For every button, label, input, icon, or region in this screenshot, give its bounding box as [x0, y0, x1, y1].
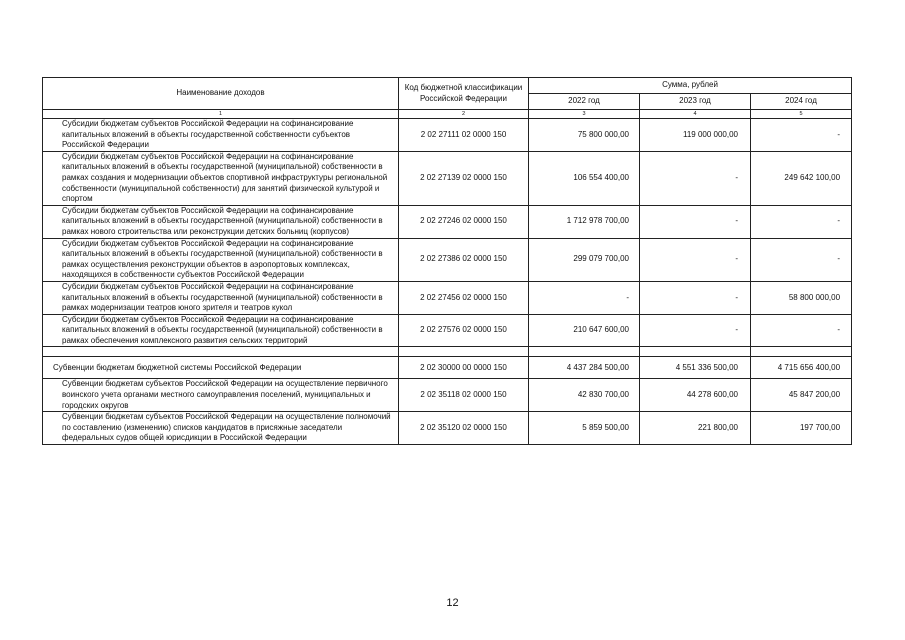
column-index: 5 — [751, 110, 852, 119]
budget-code: 2 02 35118 02 0000 150 — [399, 379, 529, 412]
budget-code: 2 02 27111 02 0000 150 — [399, 119, 529, 152]
amount-2022: 299 079 700,00 — [529, 238, 640, 281]
table-row — [43, 379, 852, 412]
amount-2023: 44 278 600,00 — [640, 379, 751, 412]
amount-2022: 42 830 700,00 — [529, 379, 640, 412]
budget-code: 2 02 27139 02 0000 150 — [399, 151, 529, 205]
table-row — [43, 357, 852, 379]
income-name: Субвенции бюджетам субъектов Российской Федерации на осуществление полномочий по составлению (изменению) списков кандидатов в присяжные заседатели федеральных судов общей юрисдикции в Российской Федерации — [43, 412, 399, 445]
column-index: 4 — [640, 110, 751, 119]
amount-2024: 4 715 656 400,00 — [751, 357, 852, 379]
table-row — [43, 314, 852, 347]
revenue-table — [42, 77, 852, 445]
amount-2023: - — [640, 205, 751, 238]
header-amount: Сумма, рублей — [529, 78, 852, 94]
amount-2024: - — [751, 119, 852, 152]
empty-cell — [529, 347, 640, 357]
empty-cell — [43, 347, 399, 357]
income-name: Субвенции бюджетам бюджетной системы Российской Федерации — [43, 357, 399, 379]
income-name: Субвенции бюджетам субъектов Российской Федерации на осуществление первичного воинского учета органами местного самоуправления поселений, муниципальных и городских округов — [43, 379, 399, 412]
budget-code: 2 02 27246 02 0000 150 — [399, 205, 529, 238]
column-index: 1 — [43, 110, 399, 119]
amount-2023: - — [640, 151, 751, 205]
budget-code: 2 02 30000 00 0000 150 — [399, 357, 529, 379]
column-index: 3 — [529, 110, 640, 119]
header-name: Наименование доходов — [43, 78, 399, 110]
amount-2024: 58 800 000,00 — [751, 281, 852, 314]
column-index: 2 — [399, 110, 529, 119]
table-row — [43, 205, 852, 238]
amount-2023: 4 551 336 500,00 — [640, 357, 751, 379]
amount-2022: - — [529, 281, 640, 314]
amount-2023: 119 000 000,00 — [640, 119, 751, 152]
empty-cell — [640, 347, 751, 357]
header-year-2023: 2023 год — [640, 94, 751, 110]
table-row — [43, 151, 852, 205]
income-name: Субсидии бюджетам субъектов Российской Федерации на софинансирование капитальных вложений в объекты государственной (муниципальной) собственности в рамках обеспечения комплексного развития сельских территорий — [43, 314, 399, 347]
amount-2023: - — [640, 238, 751, 281]
amount-2024: 197 700,00 — [751, 412, 852, 445]
income-name: Субсидии бюджетам субъектов Российской Федерации на софинансирование капитальных вложений в объекты государственной (муниципальной) собственности в рамках нового строительства или реконструкции детских больниц (корпусов) — [43, 205, 399, 238]
budget-code: 2 02 35120 02 0000 150 — [399, 412, 529, 445]
table-row — [43, 412, 852, 445]
amount-2024: - — [751, 238, 852, 281]
spacer-row — [43, 347, 852, 357]
amount-2023: 221 800,00 — [640, 412, 751, 445]
amount-2022: 5 859 500,00 — [529, 412, 640, 445]
empty-cell — [399, 347, 529, 357]
page-number: 12 — [446, 597, 459, 609]
amount-2022: 106 554 400,00 — [529, 151, 640, 205]
amount-2024: 45 847 200,00 — [751, 379, 852, 412]
amount-2024: - — [751, 314, 852, 347]
amount-2022: 1 712 978 700,00 — [529, 205, 640, 238]
empty-cell — [751, 347, 852, 357]
amount-2022: 210 647 600,00 — [529, 314, 640, 347]
amount-2024: 249 642 100,00 — [751, 151, 852, 205]
income-name: Субсидии бюджетам субъектов Российской Федерации на софинансирование капитальных вложений в объекты государственной (муниципальной) собственности в рамках модернизации театров юного зрителя и театров кукол — [43, 281, 399, 314]
amount-2023: - — [640, 314, 751, 347]
income-name: Субсидии бюджетам субъектов Российской Федерации на софинансирование капитальных вложений в объекты государственной собственности субъектов Российской Федерации — [43, 119, 399, 152]
table-row — [43, 119, 852, 152]
budget-code: 2 02 27576 02 0000 150 — [399, 314, 529, 347]
amount-2024: - — [751, 205, 852, 238]
amount-2022: 75 800 000,00 — [529, 119, 640, 152]
header-year-2022: 2022 год — [529, 94, 640, 110]
budget-code: 2 02 27456 02 0000 150 — [399, 281, 529, 314]
income-name: Субсидии бюджетам субъектов Российской Федерации на софинансирование капитальных вложений в объекты государственной (муниципальной) собственности в рамках создания и модернизации объектов спортивной инфраструктуры региональной собственности (муниципальной собственности) для занятий физической культурой и спортом — [43, 151, 399, 205]
amount-2022: 4 437 284 500,00 — [529, 357, 640, 379]
income-name: Субсидии бюджетам субъектов Российской Федерации на софинансирование капитальных вложений в объекты государственной (муниципальной) собственности в рамках осуществления реконструкции объектов в аэропортовых комплексах, находящихся в собственности субъектов Российской Федерации — [43, 238, 399, 281]
table-row — [43, 238, 852, 281]
table-row — [43, 281, 852, 314]
amount-2023: - — [640, 281, 751, 314]
header-code: Код бюджетной классификации Российской Федерации — [399, 78, 529, 110]
budget-code: 2 02 27386 02 0000 150 — [399, 238, 529, 281]
header-year-2024: 2024 год — [751, 94, 852, 110]
